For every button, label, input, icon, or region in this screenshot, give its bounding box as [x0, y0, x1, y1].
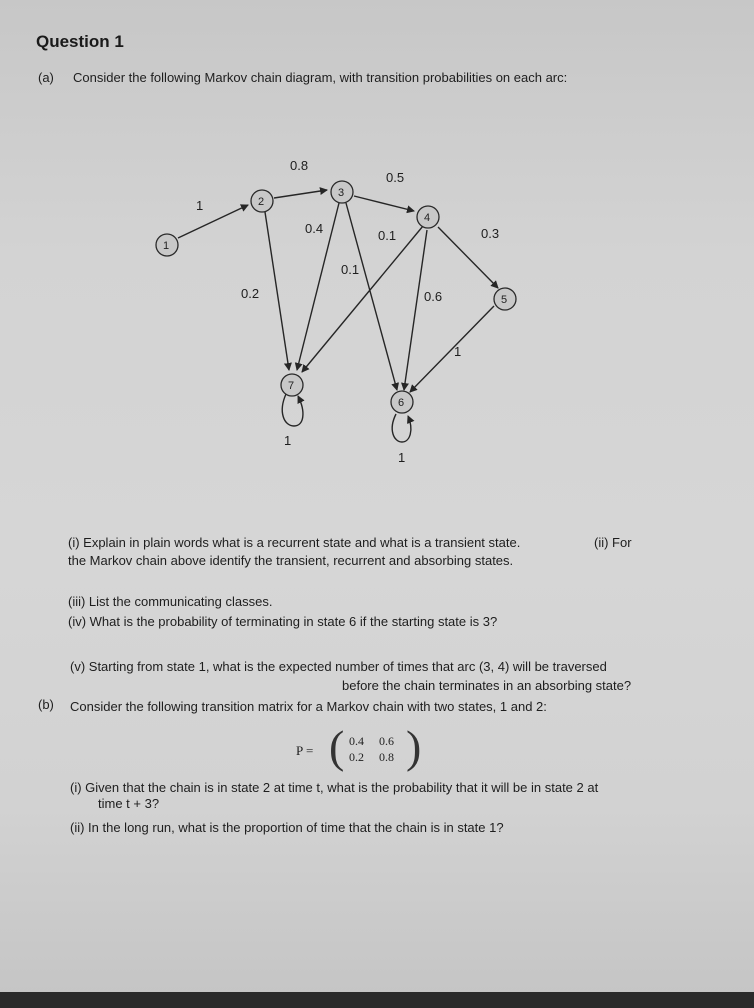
edge-label-4-5: 0.3: [481, 226, 500, 241]
edge-4-6: [404, 230, 427, 390]
edge-5-6: [410, 306, 494, 392]
state-4-node: [417, 206, 439, 228]
edge-label-3-6: 0.1: [341, 262, 360, 277]
edge-4-7: [302, 226, 423, 372]
markov-chain-diagram: [0, 0, 754, 480]
question-a-ii: the Markov chain above identify the transient, recurrent and absorbing states.: [68, 553, 514, 568]
question-b-i-line1: (i) Given that the chain is in state 2 at time t, what is the probability that it will be in state 2 at: [70, 780, 599, 795]
edge-label-3-7: 0.4: [305, 221, 324, 236]
matrix-right-paren: ): [406, 721, 422, 772]
edge-label-4-6: 0.6: [424, 289, 443, 304]
svg-text:3: 3: [338, 187, 345, 199]
edge-2-3: [274, 190, 327, 198]
svg-text:4: 4: [424, 212, 431, 224]
part-b-label: (b): [38, 697, 54, 712]
question-a-i: (i) Explain in plain words what is a recurrent state and what is a transient state.: [68, 535, 521, 550]
state-5-node: [494, 288, 516, 310]
svg-text:2: 2: [258, 196, 265, 208]
matrix-r2c2: 0.8: [379, 750, 394, 764]
question-b-i-line2: time t + 3?: [98, 796, 160, 811]
state-6-node: [391, 391, 413, 413]
transition-matrix: [296, 721, 436, 774]
question-a-iv: (iv) What is the probability of terminating in state 6 if the starting state is 3?: [68, 614, 498, 629]
matrix-r1c1: 0.4: [349, 734, 364, 748]
self-loop-7: [282, 394, 303, 426]
edge-label-3-4: 0.5: [386, 170, 405, 185]
edge-3-4: [354, 196, 414, 211]
matrix-label: P =: [296, 743, 314, 758]
matrix-r1c2: 0.6: [379, 734, 394, 748]
state-7-node: [281, 374, 303, 396]
loop-label-6: 1: [398, 450, 406, 465]
question-a-v-line2: before the chain terminates in an absorbing state?: [342, 678, 632, 693]
state-1-node: [156, 234, 178, 256]
edge-1-2: [178, 205, 248, 238]
part-a-intro: Consider the following Markov chain diagram, with transition probabilities on each arc:: [73, 70, 568, 85]
matrix-left-paren: (: [329, 721, 345, 772]
question-a-ii-prefix: (ii) For: [594, 535, 632, 550]
question-a-iii: (iii) List the communicating classes.: [68, 594, 273, 609]
edge-label-2-3: 0.8: [290, 158, 309, 173]
loop-label-7: 1: [284, 433, 292, 448]
question-title: Question 1: [36, 32, 124, 51]
edge-label-5-6: 1: [454, 344, 462, 359]
question-b-ii: (ii) In the long run, what is the proportion of time that the chain is in state 1?: [70, 820, 504, 835]
edge-2-7: [265, 212, 289, 370]
part-b-intro: Consider the following transition matrix for a Markov chain with two states, 1 and 2:: [70, 699, 547, 714]
question-a-v-line1: (v) Starting from state 1, what is the expected number of times that arc (3, 4) will be traversed: [70, 659, 607, 674]
state-2-node: [251, 190, 273, 212]
edge-label-4-7: 0.1: [378, 228, 397, 243]
edge-label-2-7: 0.2: [241, 286, 260, 301]
photo-bottom-edge: [0, 992, 754, 1008]
edge-label-1-2: 1: [196, 198, 204, 213]
part-a-label: (a): [38, 70, 54, 85]
matrix-r2c1: 0.2: [349, 750, 364, 764]
svg-text:5: 5: [501, 294, 508, 306]
svg-text:1: 1: [163, 240, 170, 252]
svg-text:7: 7: [288, 380, 295, 392]
state-3-node: [331, 181, 353, 203]
self-loop-6: [392, 414, 411, 442]
svg-text:6: 6: [398, 397, 405, 409]
